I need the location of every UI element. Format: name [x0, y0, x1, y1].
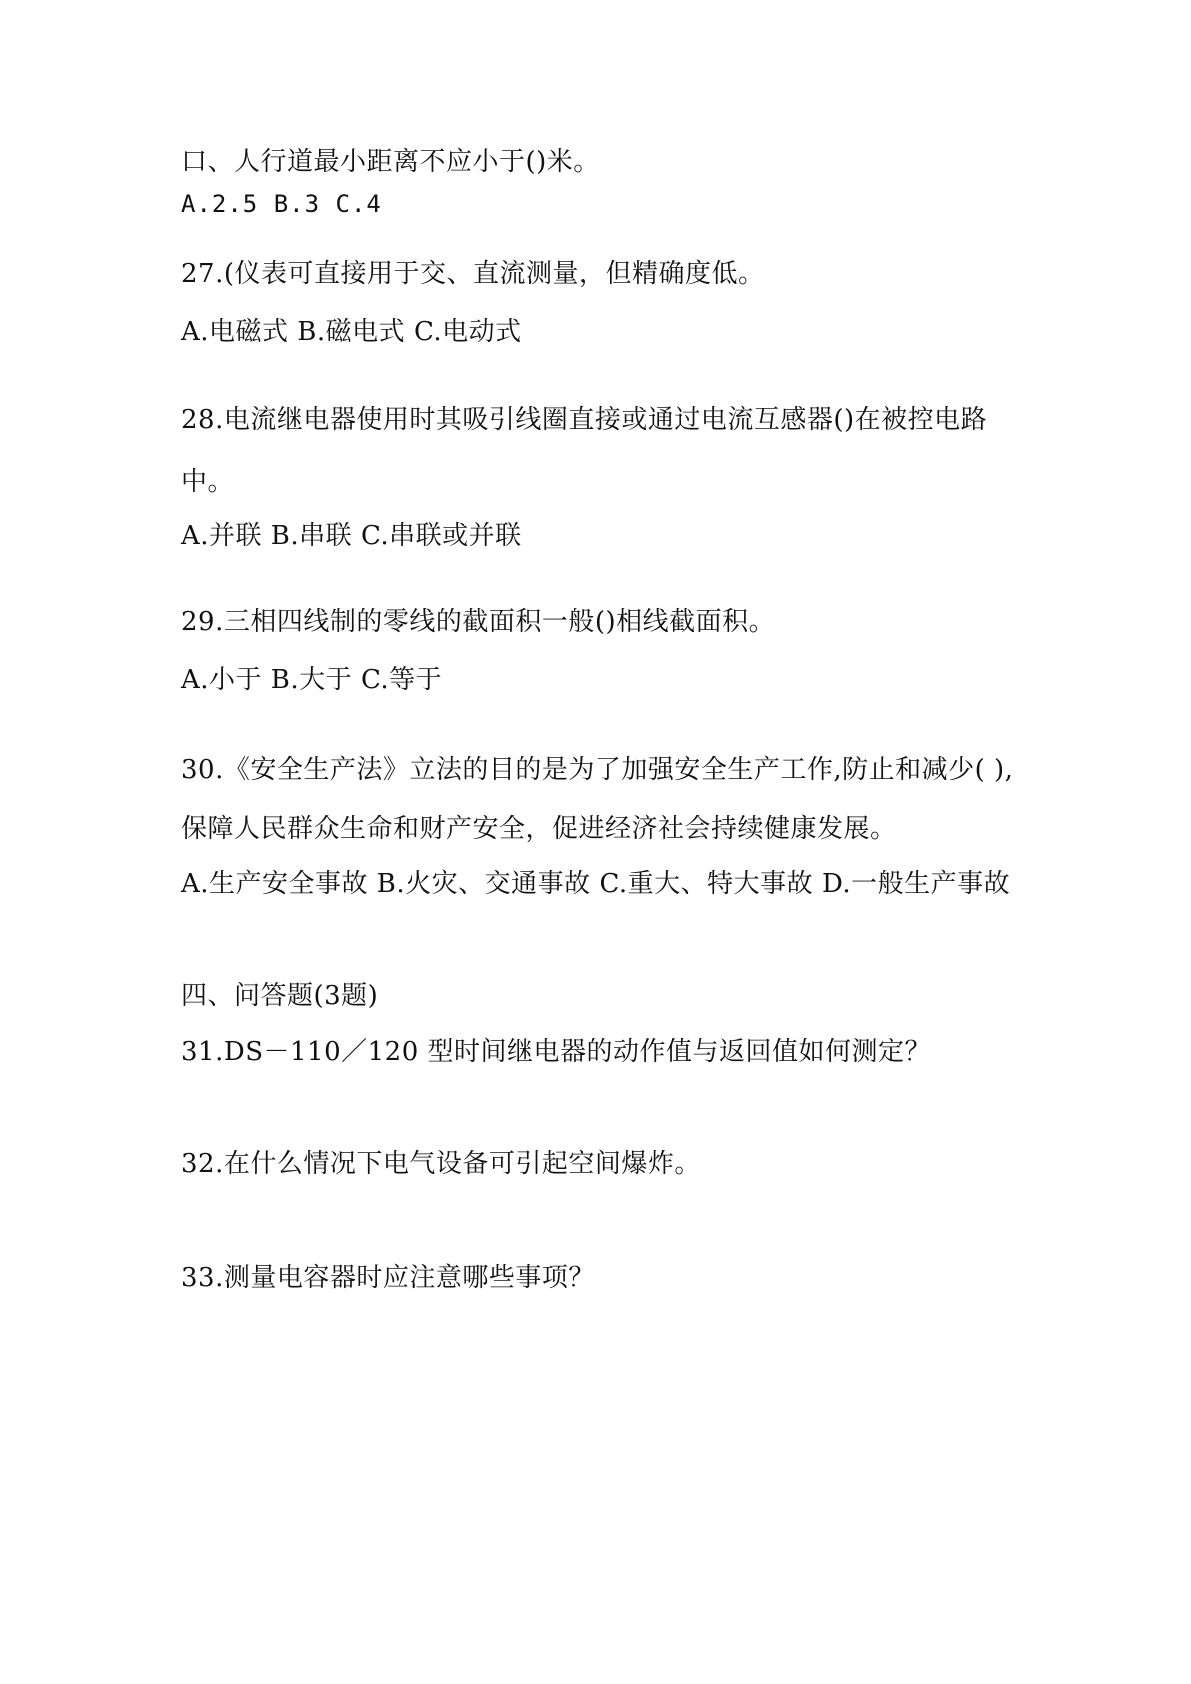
question-31: 31.DS－110／120 型时间继电器的动作值与返回值如何测定？ [181, 1037, 932, 1067]
question-28-stem-continued: 中。 [181, 467, 235, 497]
question-27-stem: 27.(仪表可直接用于交、直流测量，但精确度低。 [181, 259, 765, 289]
question-28-stem: 28.电流继电器使用时其吸引线圈直接或通过电流互感器()在被控电路 [181, 405, 988, 435]
question-32: 32.在什么情况下电气设备可引起空间爆炸。 [181, 1149, 701, 1179]
question-28-options: A.并联 B.串联 C.串联或并联 [181, 521, 522, 551]
question-30-stem: 30.《安全生产法》立法的目的是为了加强安全生产工作,防止和减少( ), [181, 755, 1014, 785]
question-30-stem-continued: 保障人民群众生命和财产安全，促进经济社会持续健康发展。 [181, 814, 897, 844]
question-29-options: A.小于 B.大于 C.等于 [181, 665, 443, 695]
question-33: 33.测量电容器时应注意哪些事项？ [181, 1263, 595, 1293]
question-30-options: A.生产安全事故 B.火灾、交通事故 C.重大、特大事故 D.一般生产事故 [181, 869, 1011, 899]
question-27-options: A.电磁式 B.磁电式 C.电动式 [181, 317, 522, 347]
question-26-stem: 口、人行道最小距离不应小于()米。 [181, 147, 600, 177]
question-26-options: A.2.5 B.3 C.4 [181, 190, 382, 218]
section-heading-qa: 四、问答题(3题) [181, 981, 379, 1011]
question-29-stem: 29.三相四线制的零线的截面积一般()相线截面积。 [181, 607, 776, 637]
